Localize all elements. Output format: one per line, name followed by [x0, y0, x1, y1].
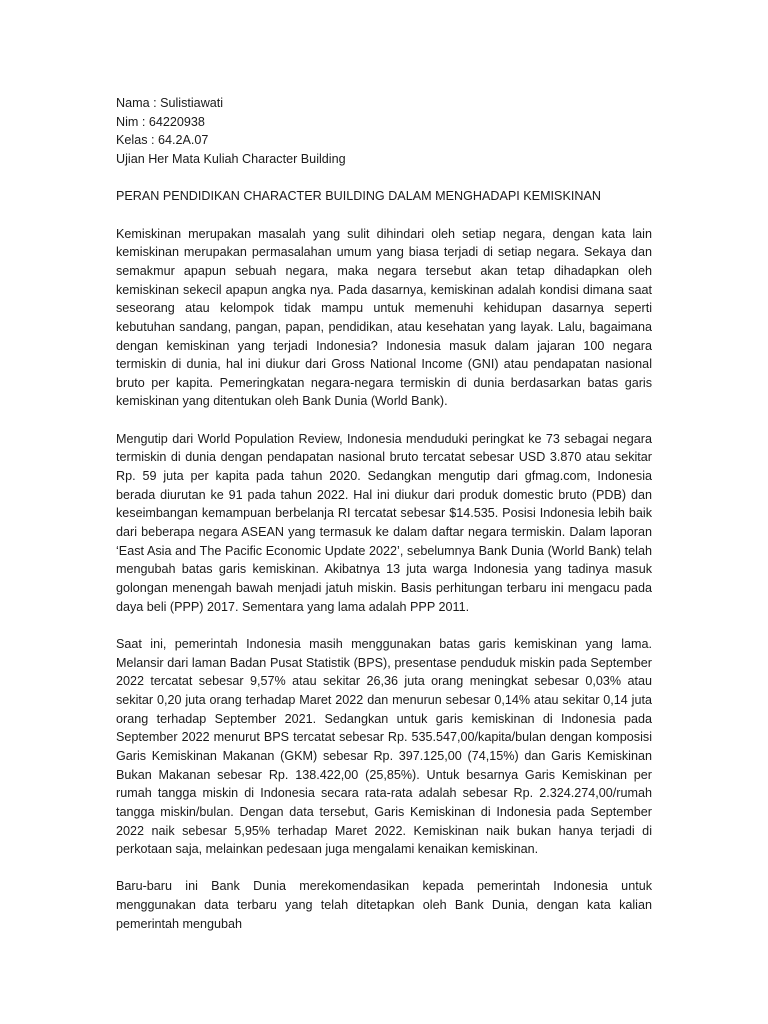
exam-subject: Ujian Her Mata Kuliah Character Building: [116, 151, 346, 166]
spacer: [116, 411, 652, 430]
paragraph-2: Mengutip dari World Population Review, Indonesia menduduki peringkat ke 73 sebagai negara termiskin di dunia dengan pendapatan nasional bruto tercatat sebesar USD 3.870 atau sekitar Rp. 59 juta per kapita pada tahun 2020. Sedangkan mengutip dari gfmag.com, Indonesia berada diurutan ke 91 pada tahun 2022. Hal ini diukur dari produk domestic bruto (PDB) dan keseimbangan kemampuan berbelanja RI tercatat sebesar $14.535. Posisi Indonesia lebih baik dari beberapa negara ASEAN yang termasuk ke dalam daftar negara termiskin. Dalam laporan ‘East Asia and The Pacific Economic Update 2022’, sebelumnya Bank Dunia (World Bank) telah mengubah batas garis kemiskinan. Akibatnya 13 juta warga Indonesia yang tadinya masuk golongan menengah bawah menjadi jatuh miskin. Basis perhitungan terbaru ini mengacu pada daya beli (PPP) 2017. Sementara yang lama adalah PPP 2011.: [116, 431, 652, 614]
spacer: [116, 206, 652, 225]
spacer: [116, 616, 652, 635]
spacer: [116, 859, 652, 878]
spacer: [116, 169, 652, 188]
paragraph-1: Kemiskinan merupakan masalah yang sulit dihindari oleh setiap negara, dengan kata lain kemiskinan merupakan permasalahan umum yang biasa terjadi di setiap negara. Sekaya dan semakmur apapun sebuah negara, maka negara tersebut akan tetap dihadapkan oleh kemiskinan sekecil apapun angka nya. Pada dasarnya, kemiskinan adalah kondisi dimana saat seseorang atau kelompok tidak mampu untuk memenuhi kehidupan dasarnya seperti kebutuhan sandang, pangan, papan, pendidikan, atau kesehatan yang layak. Lalu, bagaimana dengan kemiskinan yang terjadi Indonesia? Indonesia masuk dalam jajaran 100 negara termiskin di dunia, hal ini diukur dari Gross National Income (GNI) atau pendapatan nasional bruto per kapita. Pemeringkatan negara-negara termiskin di dunia berdasarkan batas garis kemiskinan yang ditentukan oleh Bank Dunia (World Bank).: [116, 226, 652, 409]
student-nim: Nim : 64220938: [116, 114, 205, 129]
document-title: PERAN PENDIDIKAN CHARACTER BUILDING DALAM MENGHADAPI KEMISKINAN: [116, 189, 601, 204]
document-page: [116, 94, 652, 933]
paragraph-3: Saat ini, pemerintah Indonesia masih menggunakan batas garis kemiskinan yang lama. Melansir dari laman Badan Pusat Statistik (BPS), presentase penduduk miskin pada September 2022 tercatat sebesar 9,57% atau sekitar 26,36 juta orang meningkat sebesar 0,03% atau sekitar 0,20 juta orang terhadap Maret 2022 dan menurun sebesar 0,14% atau sekitar 0,14 juta orang terhadap September 2021. Sedangkan untuk garis kemiskinan di Indonesia pada September 2022 menurut BPS tercatat sebesar Rp. 535.547,00/kapita/bulan dengan komposisi Garis Kemiskinan Makanan (GKM) sebesar Rp. 397.125,00 (74,15%) dan Garis Kemiskinan Bukan Makanan sebesar Rp. 138.422,00 (25,85%). Untuk besarnya Garis Kemiskinan per rumah tangga miskin di Indonesia secara rata-rata adalah sebesar Rp. 2.324.274,00/rumah tangga miskin/bulan. Dengan data tersebut, Garis Kemiskinan di Indonesia pada September 2022 naik sebesar 5,95% terhadap Maret 2022. Kemiskinan naik bukan hanya terjadi di perkotaan saja, melainkan pedesaan juga mengalami kenaikan kemiskinan.: [116, 636, 652, 857]
student-name: Nama : Sulistiawati: [116, 96, 224, 110]
paragraph-4: Baru-baru ini Bank Dunia merekomendasikan kepada pemerintah Indonesia untuk menggunakan data terbaru yang telah ditetapkan oleh Bank Dunia, dengan kata kalian pemerintah mengubah: [116, 879, 652, 931]
student-class: Kelas : 64.2A.07: [116, 133, 209, 148]
